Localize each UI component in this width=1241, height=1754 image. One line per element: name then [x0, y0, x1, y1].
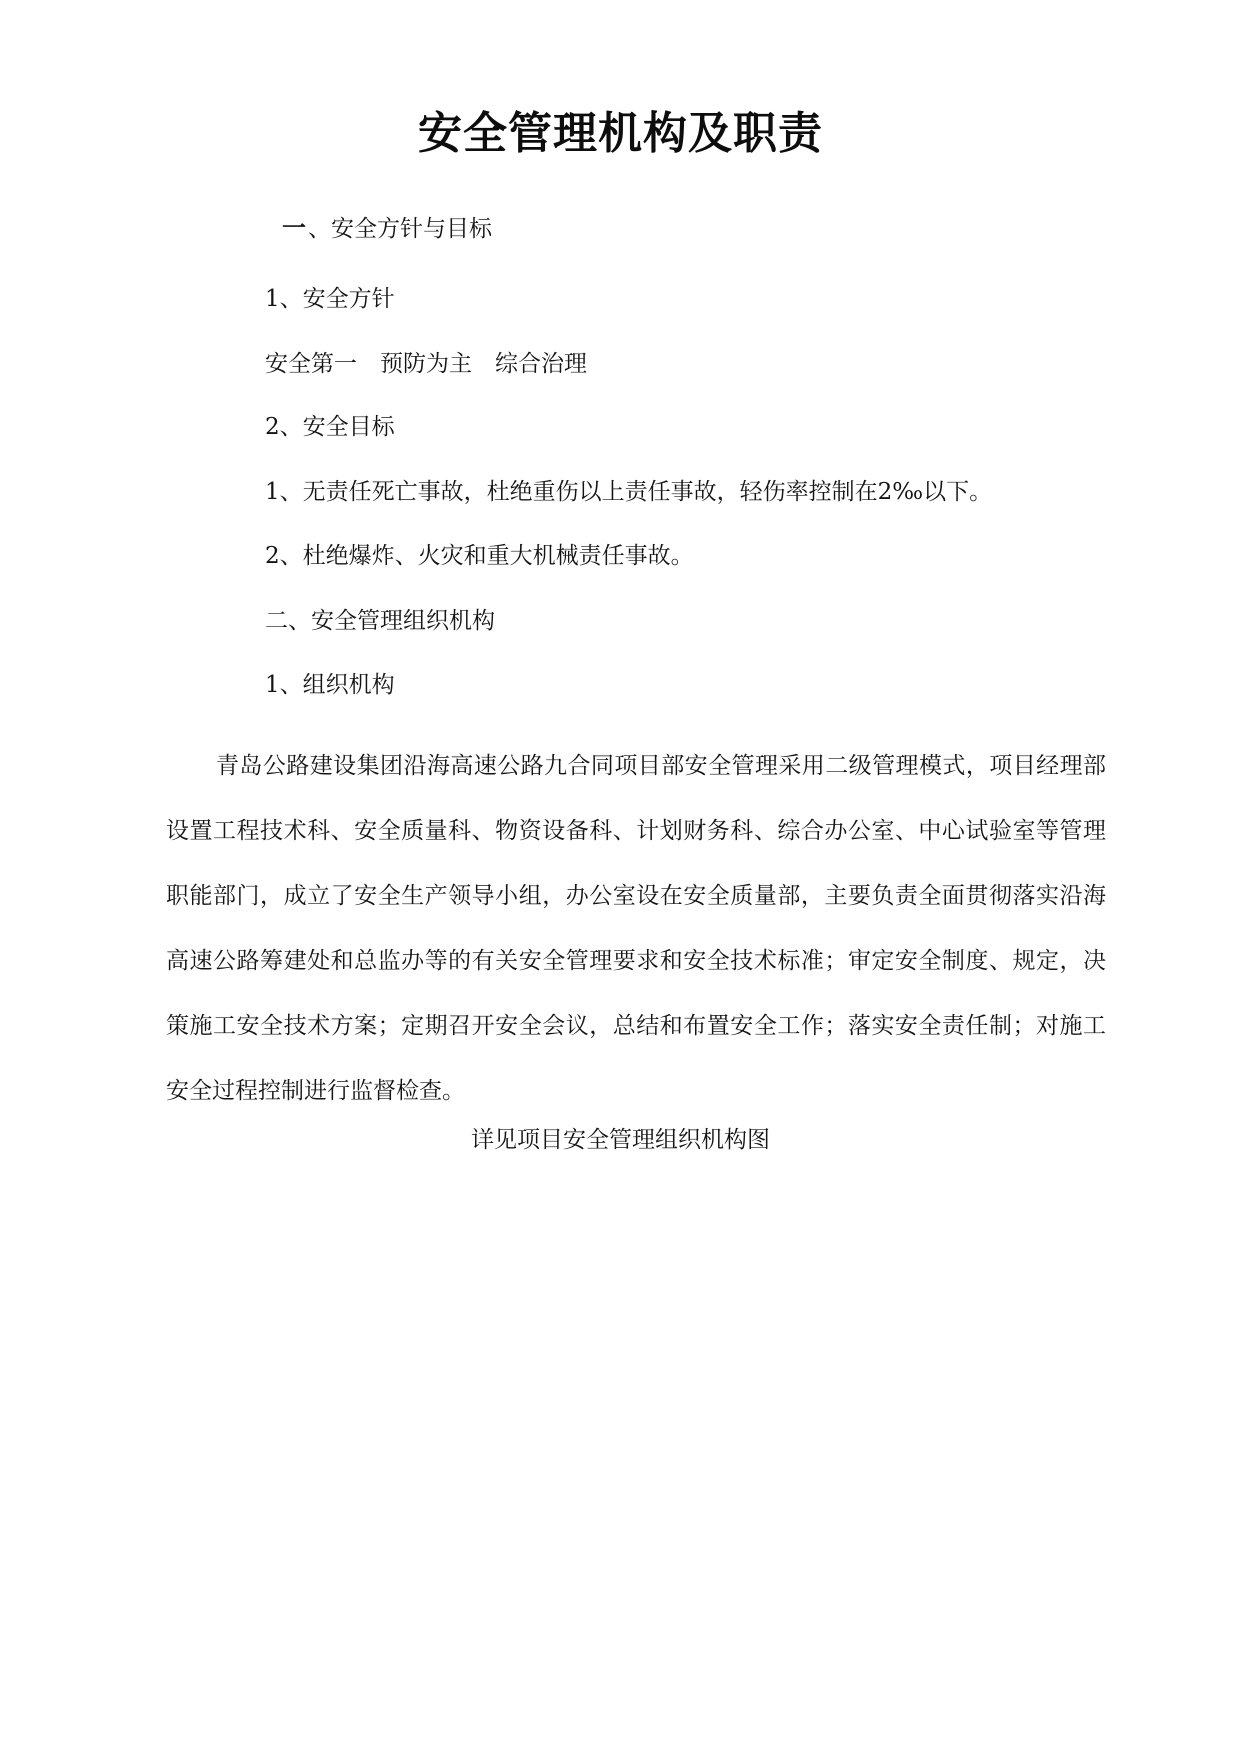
policy-heading: 1、安全方针 [265, 286, 395, 312]
section-2-heading: 二、安全管理组织机构 [265, 608, 495, 634]
section-1-dash: 一 [282, 214, 306, 242]
policy-text: 安全第一 预防为主 综合治理 [265, 351, 587, 377]
org-heading: 1、组织机构 [265, 672, 395, 698]
goal-item-1: 1、无责任死亡事故，杜绝重伤以上责任事故，轻伤率控制在2‰以下。 [265, 479, 993, 505]
goal-item-2: 2、杜绝爆炸、火灾和重大机械责任事故。 [265, 543, 694, 569]
section-1-heading [282, 212, 492, 245]
see-org-chart-note: 详见项目安全管理组织机构图 [471, 1127, 770, 1153]
section-1-heading-text: 、安全方针与目标 [308, 216, 492, 242]
org-paragraph: 青岛公路建设集团沿海高速公路九合同项目部安全管理采用二级管理模式，项目经理部设置工程技术科、安全质量科、物资设备科、计划财务科、综合办公室、中心试验室等管理职能部门，成立了安全生产领导小组，办公室设在安全质量部，主要负责全面贯彻落实沿海高速公路筹建处和总监办等的有关安全管理要求和安全技术标准；审定安全制度、规定，决策施工安全技术方案；定期召开安全会议，总结和布置安全工作；落实安全责任制；对施工安全过程控制进行监督检查。 [166, 753, 1106, 1104]
page-title: 安全管理机构及职责 [418, 108, 823, 159]
goal-heading: 2、安全目标 [265, 414, 395, 440]
